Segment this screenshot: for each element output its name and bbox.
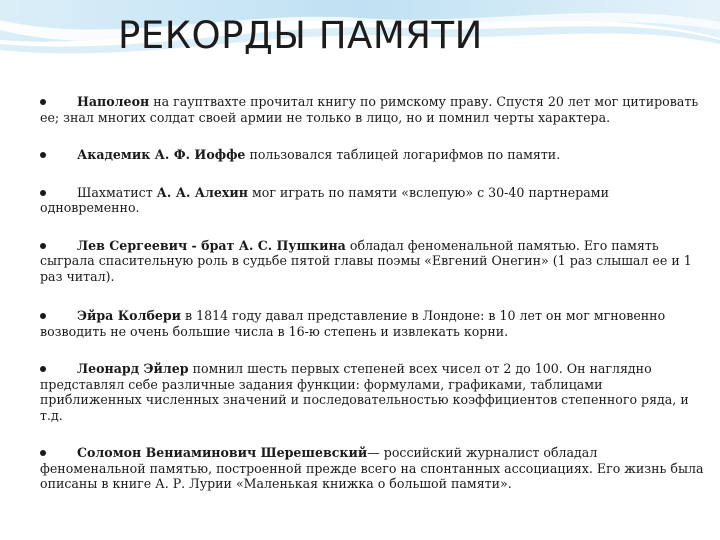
person-name: Академик А. Ф. Иоффе (77, 147, 246, 162)
page-title: РЕКОРДЫ ПАМЯТИ (118, 14, 483, 57)
list-item (40, 94, 704, 125)
bullet-icon (40, 313, 46, 319)
list-item (40, 185, 704, 216)
bullet-icon (40, 450, 46, 456)
item-text: — российский журналист обладал феноменальной памятью, построенной прежде всего на спонтанных ассоциациях. Его жизнь была описаны в книге А. Р. Лурии «Маленькая книжка о большой памяти». (40, 445, 704, 491)
person-name: Соломон Вениаминович Шерешевский (77, 445, 368, 460)
item-text: помнил шесть первых степеней всех чисел от 2 до 100. Он наглядно представлял себе различные задания функции: формулами, графиками, таблицами приближенных численных значений и последовательностью коэффициентов степенного ряда, и т.д. (40, 361, 689, 423)
item-text: в 1814 году давал представление в Лондоне: в 10 лет он мог мгновенно возводить не очень большие числа в 16-ю степень и извлекать корни. (40, 308, 666, 339)
person-name: А. А. Алехин (156, 184, 248, 200)
bullet-icon (40, 366, 46, 372)
item-prefix: Шахматист (77, 184, 157, 200)
bullet-icon (40, 99, 46, 105)
person-name: Лев Сергеевич - брат А. С. Пушкина (77, 237, 346, 253)
list-item (40, 238, 704, 285)
list-item (40, 445, 704, 492)
item-text: пользовался таблицей логарифмов по памяти. (245, 147, 561, 162)
list-item (40, 308, 704, 339)
bullet-icon (40, 152, 46, 158)
person-name: Эйра Колбери (77, 308, 182, 323)
item-text: на гауптвахте прочитал книгу по римскому праву. Спустя 20 лет мог цитировать ее; знал многих солдат своей армии не только в лицо, но и помнил черты характера. (40, 94, 699, 125)
records-list (40, 94, 704, 492)
list-item (40, 361, 704, 423)
bullet-icon (40, 190, 46, 196)
person-name: Наполеон (77, 94, 150, 109)
bullet-icon (40, 243, 46, 249)
item-text: мог играть по памяти «вслепую» с 30-40 партнерами одновременно. (40, 184, 609, 215)
person-name: Леонард Эйлер (77, 361, 189, 376)
list-item (40, 147, 704, 163)
item-text: обладал феноменальной памятью. Его память сыграла спасительную роль в судьбе пятой главы поэмы «Евгений Онегин» (1 раз слышал ее и 1 раз читал). (40, 237, 692, 284)
